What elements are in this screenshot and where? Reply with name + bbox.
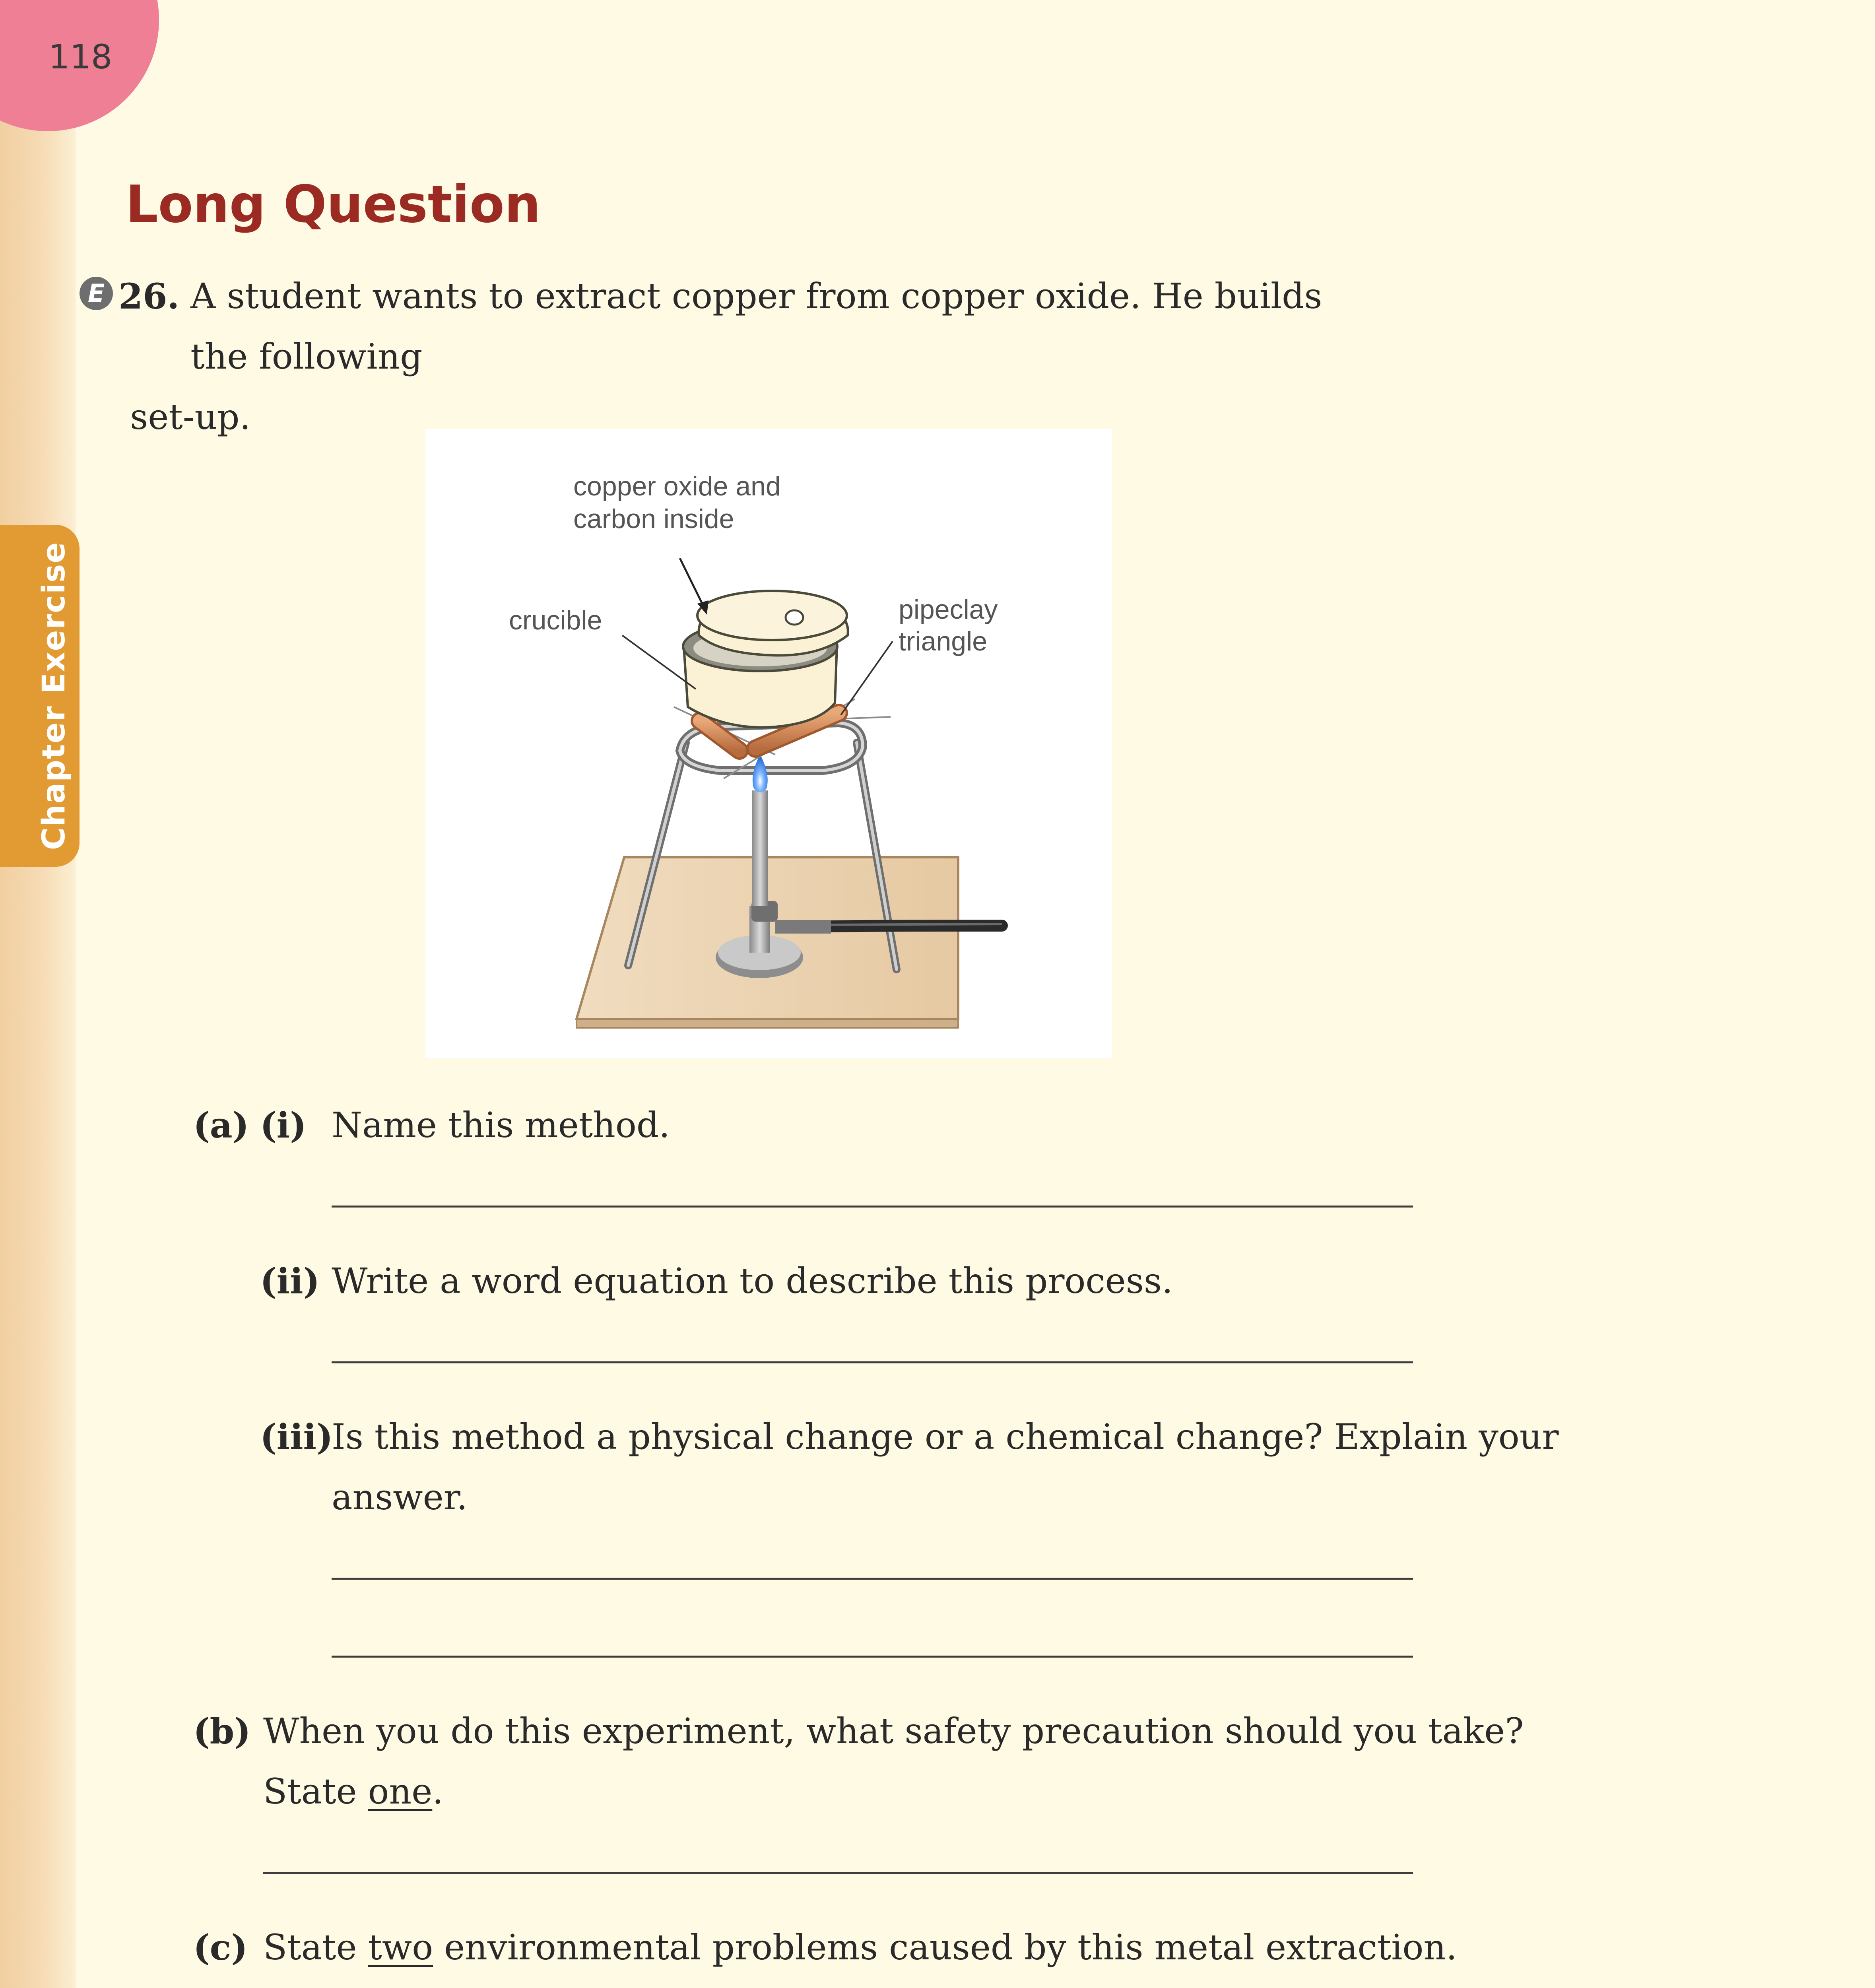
answer-line-b[interactable] [263, 1872, 1413, 1874]
part-a-ii-text: Write a word equation to describe this process. [332, 1260, 1173, 1301]
part-c-text-post: environmental problems caused by this metal extraction. [433, 1927, 1457, 1968]
question-number: 26. [118, 276, 180, 317]
part-b-emphasis: one [368, 1771, 433, 1812]
part-a-ii-label: (ii) [260, 1260, 320, 1302]
answer-line-a-ii[interactable] [332, 1361, 1413, 1363]
label-crucible: crucible [509, 605, 602, 635]
answer-line-a-iii-2[interactable] [332, 1656, 1413, 1658]
question-header [80, 270, 1383, 447]
apparatus-diagram [425, 429, 1112, 1058]
label-triangle-line1: pipeclay [899, 594, 998, 625]
part-c-text [263, 1917, 1457, 1978]
chapter-tab-label: Chapter Exercise [36, 541, 72, 850]
part-c-label: (c) [193, 1927, 248, 1968]
part-b-text2-post: . [432, 1771, 444, 1812]
question-text-line2: set-up. [130, 396, 251, 437]
part-b-text2-pre: State [263, 1771, 368, 1812]
part-a-iii-text: Is this method a physical change or a chemical change? Explain your [332, 1416, 1559, 1457]
part-a-i-label: (i) [260, 1105, 307, 1146]
page-number: 118 [49, 37, 113, 76]
part-a-label: (a) [193, 1105, 249, 1146]
part-a-iii-text-line2: answer. [332, 1477, 468, 1518]
part-a-iii-label: (iii) [260, 1416, 333, 1458]
answer-line-a-i[interactable] [332, 1206, 1413, 1208]
page-margin-strip [0, 0, 76, 1988]
label-triangle-line2: triangle [899, 626, 988, 656]
label-contents-line1: copper oxide and [573, 471, 781, 501]
part-b-text-line2 [263, 1761, 443, 1822]
label-contents-line2: carbon inside [573, 504, 734, 534]
part-b-label: (b) [193, 1710, 251, 1752]
part-b-text: When you do this experiment, what safety precaution should you take? [263, 1710, 1524, 1751]
part-a-i-text: Name this method. [332, 1105, 670, 1145]
part-c-text-pre: State [263, 1927, 368, 1968]
extension-badge-icon: E [80, 277, 113, 310]
crucible-lid [697, 591, 848, 655]
answer-line-a-iii-1[interactable] [332, 1578, 1413, 1580]
part-c-emphasis: two [368, 1927, 433, 1968]
apparatus-illustration [425, 429, 1112, 1058]
section-title: Long Question [126, 175, 541, 234]
question-text-line1: A student wants to extract copper from copper oxide. He builds the following [190, 276, 1322, 377]
